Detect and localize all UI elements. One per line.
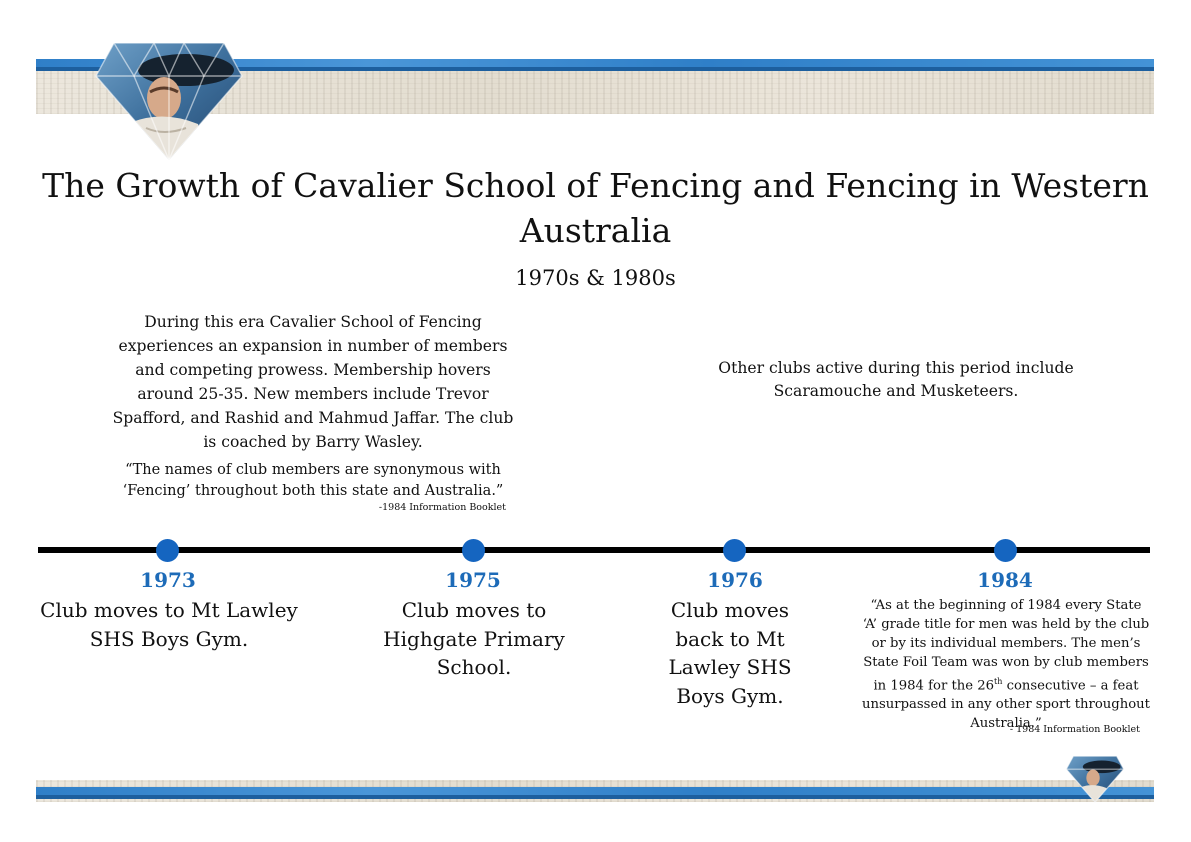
quote-text-start: “As at the beginning of 1984 every State ‘A’ grade title for men was held by the club or by its individual members. The men’s State Foil Team was won by club members in 1984 for the 26: [862, 598, 1150, 694]
page-title: The Growth of Cavalier School of Fencing and Fencing in Western Australia: [42, 166, 1149, 250]
timeline-year-1976: 1976: [707, 568, 763, 592]
timeline-event-1984-source: - 1984 Information Booklet: [1009, 724, 1140, 735]
timeline-event-1984-quote: [862, 596, 1150, 733]
diamond-portrait-logo-small-icon: [1061, 755, 1129, 803]
page-subtitle: 1970s & 1980s: [515, 266, 676, 290]
timeline-year-1975: 1975: [445, 568, 501, 592]
era-description: During this era Cavalier School of Fencing experiences an expansion in number of members and competing prowess. Membership hovers around 25-35. New members include Trevor Spafford, and Rashid and Mahmud Jaffar. The club is coached by Barry Wasley.: [112, 313, 514, 451]
era-quote-source: -1984 Information Booklet: [378, 502, 506, 513]
quote-text-end: consecutive – a feat unsurpassed in any other sport throughout Australia.”: [862, 678, 1150, 732]
timeline-event-1976: Club moves back to Mt Lawley SHS Boys Gym.: [668, 598, 792, 708]
timeline-dot-1976: [723, 539, 746, 562]
timeline-event-1975: Club moves to Highgate Primary School.: [383, 598, 565, 679]
timeline-dot-1975: [462, 539, 485, 562]
era-quote: “The names of club members are synonymous with ‘Fencing’ throughout both this state and Australia.”: [122, 462, 504, 499]
quote-superscript: th: [994, 677, 1003, 686]
timeline-dot-1984: [994, 539, 1017, 562]
timeline-event-1973: Club moves to Mt Lawley SHS Boys Gym.: [40, 598, 298, 651]
timeline-year-1984: 1984: [977, 568, 1033, 592]
footer-dark-stripe: [36, 795, 1154, 799]
timeline-line: [38, 547, 1150, 553]
timeline-year-1973: 1973: [140, 568, 196, 592]
footer-blue-stripe: [36, 787, 1154, 795]
diamond-portrait-logo-icon: [94, 40, 244, 162]
other-clubs-note: Other clubs active during this period include Scaramouche and Musketeers.: [718, 359, 1074, 400]
timeline-dot-1973: [156, 539, 179, 562]
